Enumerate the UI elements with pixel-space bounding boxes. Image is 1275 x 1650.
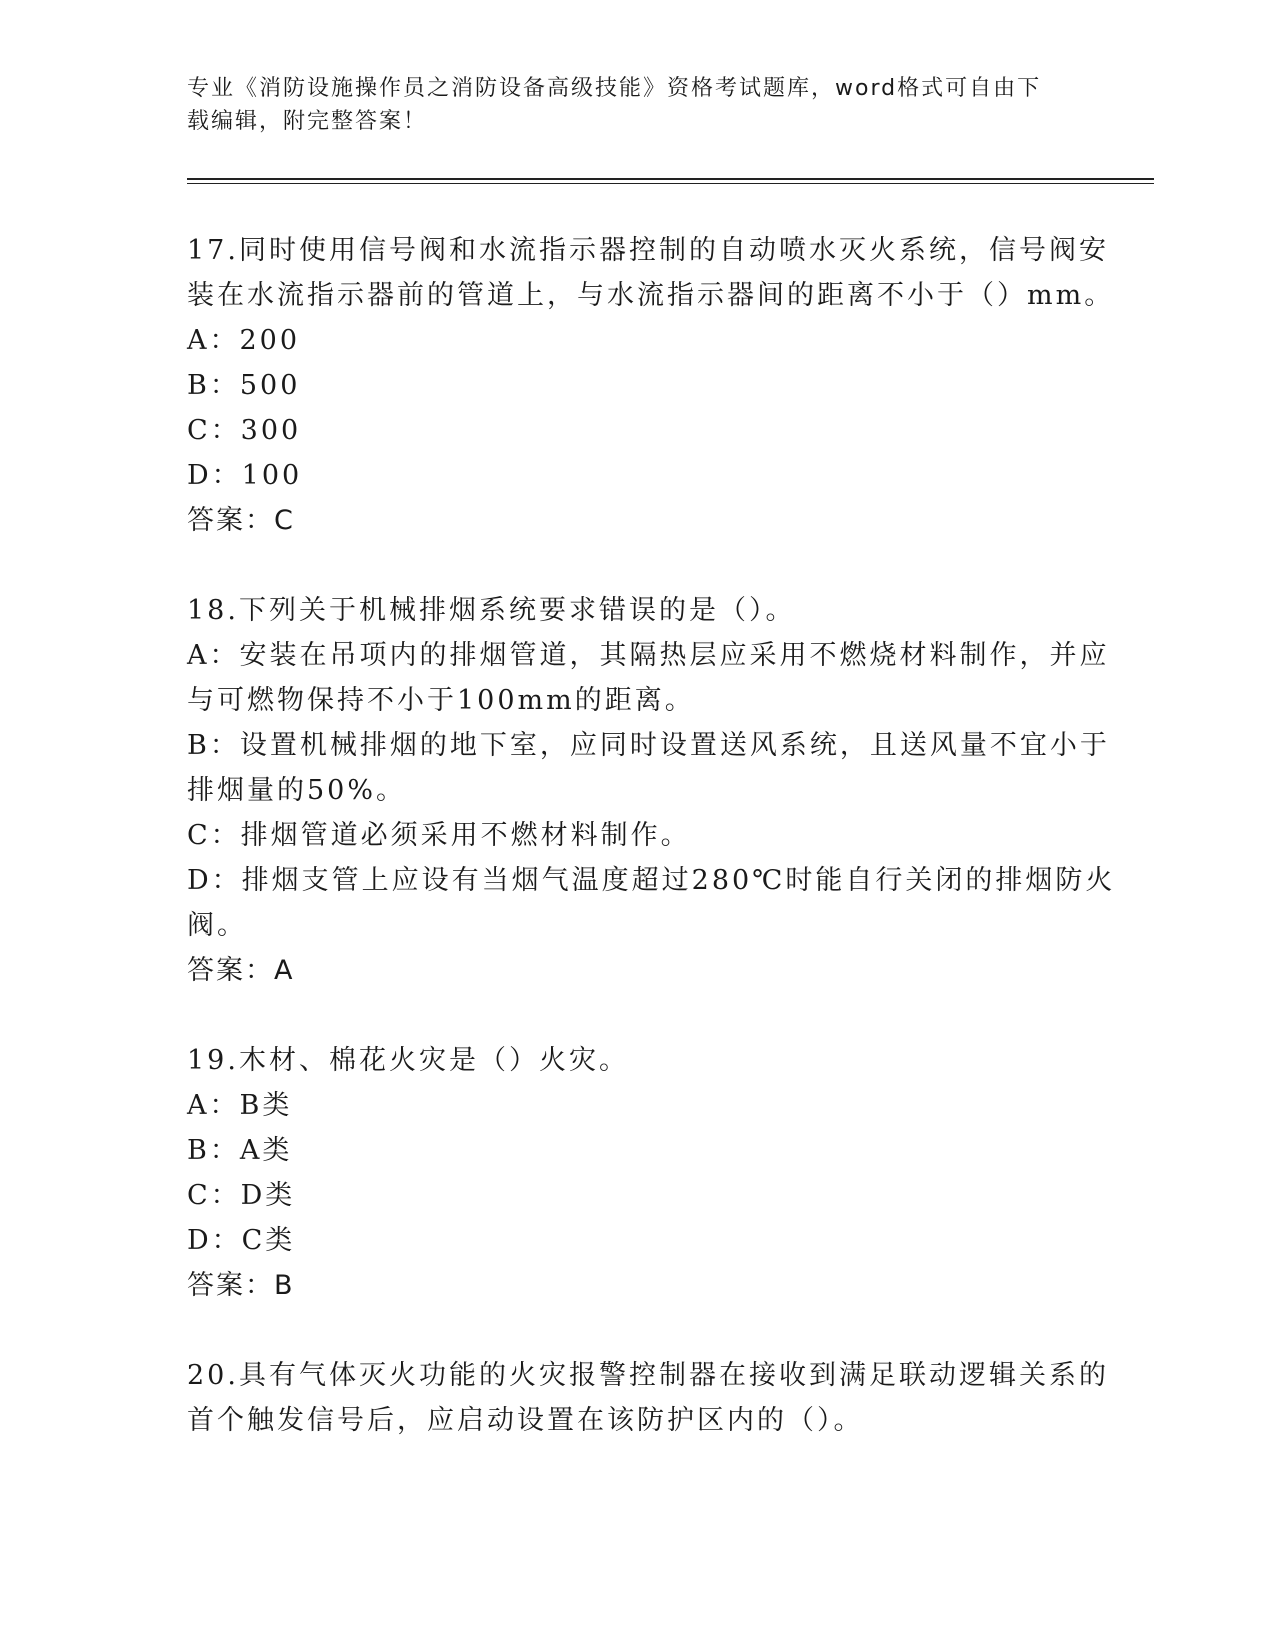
q19-option-d: D：C类 (187, 1225, 296, 1256)
q19-answer: 答案：B (187, 1270, 295, 1301)
q20-stem-line-1: 20.具有气体灭火功能的火灾报警控制器在接收到满足联动逻辑关系的 (187, 1360, 1109, 1391)
q18-stem-line-1: 18.下列关于机械排烟系统要求错误的是（）。 (187, 595, 796, 626)
q19-option-b: B：A类 (187, 1135, 293, 1166)
q17-option-c: C：300 (187, 415, 302, 446)
q18-option-a-line-2: 与可燃物保持不小于100mm的距离。 (187, 685, 695, 716)
header-line-1: 专业《消防设施操作员之消防设备高级技能》资格考试题库，word格式可自由下 (187, 76, 1042, 101)
q19-option-c: C：D类 (187, 1180, 296, 1211)
q17-answer: 答案：C (187, 505, 295, 536)
document-header (187, 72, 1067, 138)
q17-option-a: A：200 (187, 325, 301, 356)
q18-option-b-line-2: 排烟量的50%。 (187, 775, 407, 806)
q18-option-d-line-2: 阀。 (187, 910, 247, 941)
header-rule-bottom (187, 183, 1154, 184)
q18-option-b-line-1: B：设置机械排烟的地下室，应同时设置送风系统，且送风量不宜小于 (187, 730, 1110, 761)
header-rule-top (187, 178, 1154, 180)
q18-option-a-line-1: A：安装在吊项内的排烟管道，其隔热层应采用不燃烧材料制作，并应 (187, 640, 1110, 671)
q18-option-d-line-1: D：排烟支管上应设有当烟气温度超过280℃时能自行关闭的排烟防火 (187, 865, 1116, 896)
q18-answer: 答案：A (187, 955, 295, 986)
q17-option-d: D：100 (187, 460, 303, 491)
q20-stem-line-2: 首个触发信号后，应启动设置在该防护区内的（）。 (187, 1405, 864, 1436)
q17-stem-line-2: 装在水流指示器前的管道上，与水流指示器间的距离不小于（）mm。 (187, 280, 1115, 311)
header-line-2: 载编辑，附完整答案！ (187, 109, 428, 134)
q19-option-a: A：B类 (187, 1090, 293, 1121)
q17-option-b: B：500 (187, 370, 301, 401)
q19-stem-line-1: 19.木材、棉花火灾是（）火灾。 (187, 1045, 629, 1076)
q18-option-c: C：排烟管道必须采用不燃材料制作。 (187, 820, 691, 851)
q17-stem-line-1: 17.同时使用信号阀和水流指示器控制的自动喷水灭火系统，信号阀安 (187, 235, 1109, 266)
